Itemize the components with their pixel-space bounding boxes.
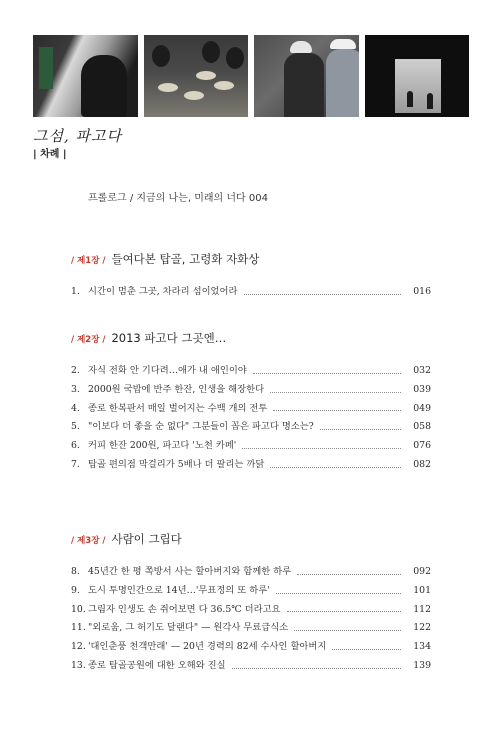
man-silhouette [284, 53, 324, 117]
dot-leader [297, 574, 401, 575]
dot-leader [320, 429, 401, 430]
entry-number: 12. [71, 641, 86, 653]
entry-title: 그림자 인생도 손 쥐어보면 다 36.5℃ 더라고요 [88, 603, 281, 615]
entry-title: 시간이 멈춘 그곳, 차라리 섬이었어라 [88, 286, 238, 297]
bowl [184, 91, 204, 100]
toc-entry[interactable] [71, 638, 431, 657]
entry-number: 7. [71, 458, 80, 470]
toc-entry[interactable] [71, 362, 431, 381]
entry-page: 101 [413, 584, 431, 596]
entry-page: 134 [413, 641, 431, 653]
photo-dark-gate [365, 35, 470, 117]
entry-page: 139 [413, 659, 431, 671]
entry-title: '대인춘풍 천객만래' — 20년 경력의 82세 수사인 할아버지 [88, 641, 327, 653]
entry-number: 6. [71, 440, 80, 452]
entry-page: 016 [413, 286, 431, 297]
dot-leader [276, 593, 401, 594]
toc-entry[interactable] [71, 400, 431, 419]
dot-leader [332, 649, 401, 650]
entry-page: 076 [413, 440, 431, 452]
bowl [158, 83, 178, 92]
bowl [196, 71, 216, 80]
chapter-number: / 제2장 / [71, 335, 106, 345]
man-silhouette [326, 49, 359, 117]
entry-title: 45년간 한 평 쪽방서 사는 할아버지와 함께한 하루 [88, 566, 292, 577]
chapter-heading [71, 251, 431, 267]
toc-entry[interactable] [71, 601, 431, 620]
entry-title: 종로 탑골공원에 대한 오해와 진실 [88, 659, 226, 671]
entry-number: 8. [71, 566, 80, 577]
diner-head [226, 47, 244, 69]
diner-head [152, 45, 170, 67]
entry-number: 10. [71, 603, 86, 615]
chapter-heading [71, 330, 431, 346]
chapter-title: 사람이 그립다 [111, 532, 182, 546]
entry-number: 13. [71, 659, 86, 671]
toc-entry[interactable] [71, 657, 431, 676]
entry-page: 092 [413, 566, 431, 577]
entry-page: 112 [413, 603, 431, 615]
distant-figure [427, 93, 433, 109]
prologue-entry[interactable]: 프롤로그 / 지금의 나는, 미래의 너다 004 [88, 193, 268, 204]
bright-doorway [395, 59, 441, 113]
dot-leader [273, 410, 401, 411]
toc-entry[interactable] [71, 563, 431, 582]
chapter-number: / 제1장 / [71, 256, 106, 266]
toc-entry[interactable] [71, 582, 431, 601]
entry-title: 도시 투명인간으로 14년…'무표정의 또 하루' [88, 584, 270, 596]
entry-title: "이보다 더 좋을 순 없다" 그분들이 꼽은 파고다 명소는? [88, 421, 314, 433]
entry-title: 탑골 편의점 막걸리가 5배나 더 팔리는 까닭 [88, 458, 265, 470]
toc-entry[interactable] [71, 381, 431, 400]
entry-page: 039 [413, 383, 431, 395]
photo-diners-bowls [144, 35, 249, 117]
photo-elderly-men-caps [254, 35, 359, 117]
toc-entry[interactable] [71, 619, 431, 638]
person-silhouette [81, 55, 127, 117]
white-cap [290, 41, 312, 53]
toc-entry[interactable] [71, 283, 431, 302]
white-cap [330, 39, 356, 49]
dot-leader [232, 668, 401, 669]
chapter-number: / 제3장 / [71, 536, 106, 546]
chapter-heading [71, 531, 431, 547]
dot-leader [294, 630, 401, 631]
entry-number: 5. [71, 421, 80, 433]
dot-leader [270, 467, 401, 468]
entry-number: 2. [71, 365, 80, 376]
entry-page: 122 [413, 622, 431, 634]
bowl [214, 81, 234, 90]
entry-title: "외로움, 그 허기도 달랜다" — 원각사 무료급식소 [88, 622, 289, 634]
chapter-title: 2013 파고다 그곳엔… [111, 331, 227, 345]
entry-number: 1. [71, 286, 80, 297]
entry-number: 11. [71, 622, 86, 634]
entry-page: 032 [413, 365, 431, 376]
entry-page: 058 [413, 421, 431, 433]
dot-leader [253, 373, 401, 374]
contents-label: | 차례 | [33, 149, 67, 160]
entry-number: 4. [71, 402, 80, 414]
dot-leader [287, 611, 401, 612]
green-sign [39, 47, 53, 89]
chapter-1 [71, 251, 431, 302]
entry-page: 082 [413, 458, 431, 470]
entry-page: 049 [413, 402, 431, 414]
toc-entry[interactable] [71, 456, 431, 475]
entry-title: 2000원 국밥에 반주 한잔, 인생을 해장한다 [88, 383, 265, 395]
chapter-title: 들여다본 탑골, 고령화 자화상 [111, 252, 260, 266]
entry-number: 3. [71, 383, 80, 395]
dot-leader [270, 392, 401, 393]
dot-leader [244, 294, 402, 295]
toc-entry[interactable] [71, 418, 431, 437]
entry-number: 9. [71, 584, 80, 596]
entry-title: 자식 전화 안 기다려…애가 내 애인이야 [88, 365, 247, 376]
dot-leader [242, 448, 401, 449]
diner-head [202, 41, 220, 63]
chapter-3 [71, 531, 431, 676]
entry-title: 커피 한잔 200원, 파고다 '노천 카페' [88, 440, 237, 452]
entry-title: 종로 한복판서 매일 벌어지는 수백 개의 전투 [88, 402, 268, 414]
distant-figure [407, 91, 413, 107]
photo-doorway-man [33, 35, 138, 117]
chapter-2 [71, 330, 431, 475]
header-photo-strip [33, 35, 469, 117]
book-logo: 그섬, 파고다 [33, 127, 122, 145]
toc-entry[interactable] [71, 437, 431, 456]
